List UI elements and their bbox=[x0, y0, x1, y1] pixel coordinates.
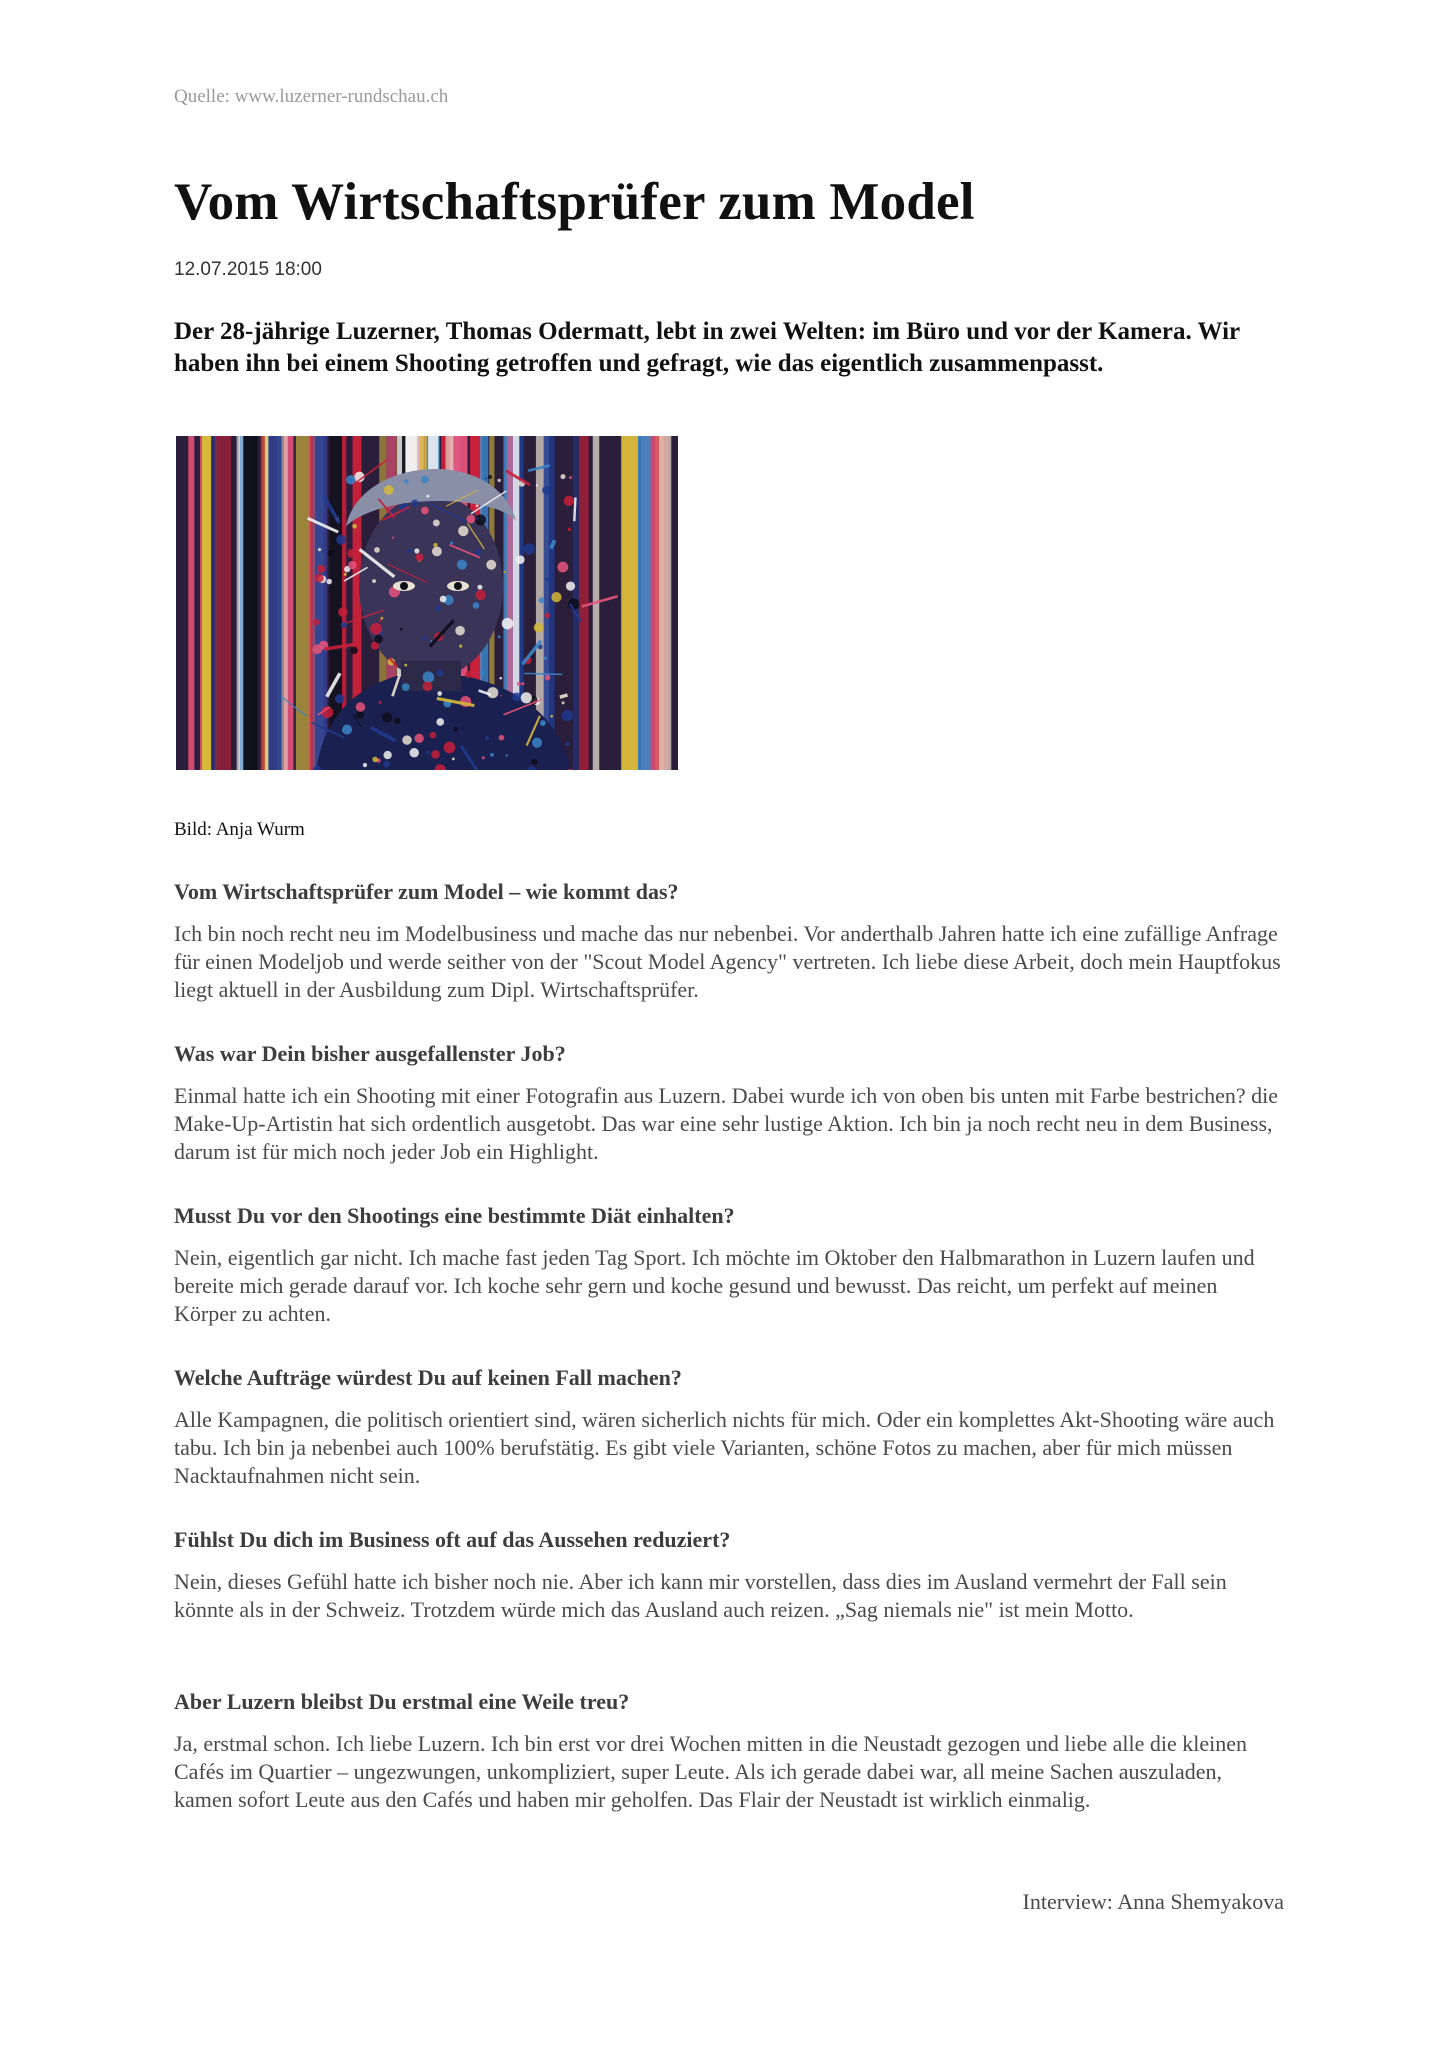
article-title: Vom Wirtschaftsprüfer zum Model bbox=[174, 173, 975, 231]
answer: Ja, erstmal schon. Ich liebe Luzern. Ich bin erst vor drei Wochen mitten in die Neustadt gezogen und liebe alle die kleinen Cafés im Quartier – ungezwungen, unkompliziert, super Leute. Als ich gerade dabei war, all meine Sachen auszuladen, kamen sofort Leute aus den Cafés und haben mir geholfen. Das Flair der Neustadt ist wirklich einmalig. bbox=[174, 1731, 1248, 1812]
publish-date: 12.07.2015 18:00 bbox=[174, 259, 322, 280]
article-photo bbox=[176, 436, 678, 770]
answer: Alle Kampagnen, die politisch orientiert sind, wären sicherlich nichts für mich. Oder ein komplettes Akt-Shooting wäre auch tabu. Ich bin ja nebenbei auch 100% berufstätig. Es gibt viele Varianten, schöne Fotos zu machen, aber für mich müssen Nacktaufnahmen nicht sein. bbox=[174, 1407, 1275, 1488]
qa-block bbox=[174, 1040, 1284, 1166]
answer: Nein, eigentlich gar nicht. Ich mache fast jeden Tag Sport. Ich möchte im Oktober den Halbmarathon in Luzern laufen und bereite mich gerade darauf vor. Ich koche sehr gern und koche gesund und bewusst. Das reicht, um perfekt auf meinen Körper zu achten. bbox=[174, 1245, 1255, 1326]
question: Vom Wirtschaftsprüfer zum Model – wie kommt das? bbox=[174, 879, 679, 904]
qa-block bbox=[174, 878, 1284, 1004]
qa-block bbox=[174, 1526, 1284, 1624]
qa-block bbox=[174, 1202, 1284, 1328]
question: Musst Du vor den Shootings eine bestimmte Diät einhalten? bbox=[174, 1203, 735, 1228]
qa-block bbox=[174, 1364, 1284, 1490]
paint-portrait-image bbox=[176, 436, 678, 770]
question: Welche Aufträge würdest Du auf keinen Fall machen? bbox=[174, 1365, 682, 1390]
answer: Einmal hatte ich ein Shooting mit einer Fotografin aus Luzern. Dabei wurde ich von oben bis unten mit Farbe bestrichen? die Make-Up-Artistin hat sich ordentlich ausgetobt. Das war eine sehr lustige Aktion. Ich bin ja noch recht neu in dem Business, darum ist für mich noch jeder Job ein Highlight. bbox=[174, 1083, 1278, 1164]
question: Aber Luzern bleibst Du erstmal eine Weile treu? bbox=[174, 1689, 630, 1714]
interview-credit: Interview: Anna Shemyakova bbox=[1022, 1889, 1284, 1914]
photo-caption: Bild: Anja Wurm bbox=[174, 819, 305, 840]
source-line: Quelle: www.luzerner-rundschau.ch bbox=[174, 86, 449, 107]
article-lead: Der 28-jährige Luzerner, Thomas Odermatt, lebt in zwei Welten: im Büro und vor der Kamera. Wir haben ihn bei einem Shooting getroffen und gefragt, wie das eigentlich zusammenpasst. bbox=[174, 318, 1240, 377]
qa-block bbox=[174, 1688, 1284, 1814]
question: Was war Dein bisher ausgefallenster Job? bbox=[174, 1041, 566, 1066]
answer: Nein, dieses Gefühl hatte ich bisher noch nie. Aber ich kann mir vorstellen, dass dies im Ausland vermehrt der Fall sein könnte als in der Schweiz. Trotzdem würde mich das Ausland auch reizen. „Sag niemals nie" ist mein Motto. bbox=[174, 1569, 1227, 1622]
answer: Ich bin noch recht neu im Modelbusiness und mache das nur nebenbei. Vor anderthalb Jahren hatte ich eine zufällige Anfrage für einen Modeljob und werde seither von der "Scout Model Agency" vertreten. Ich liebe diese Arbeit, doch mein Hauptfokus liegt aktuell in der Ausbildung zum Dipl. Wirtschaftsprüfer. bbox=[174, 921, 1281, 1002]
question: Fühlst Du dich im Business oft auf das Aussehen reduziert? bbox=[174, 1527, 731, 1552]
